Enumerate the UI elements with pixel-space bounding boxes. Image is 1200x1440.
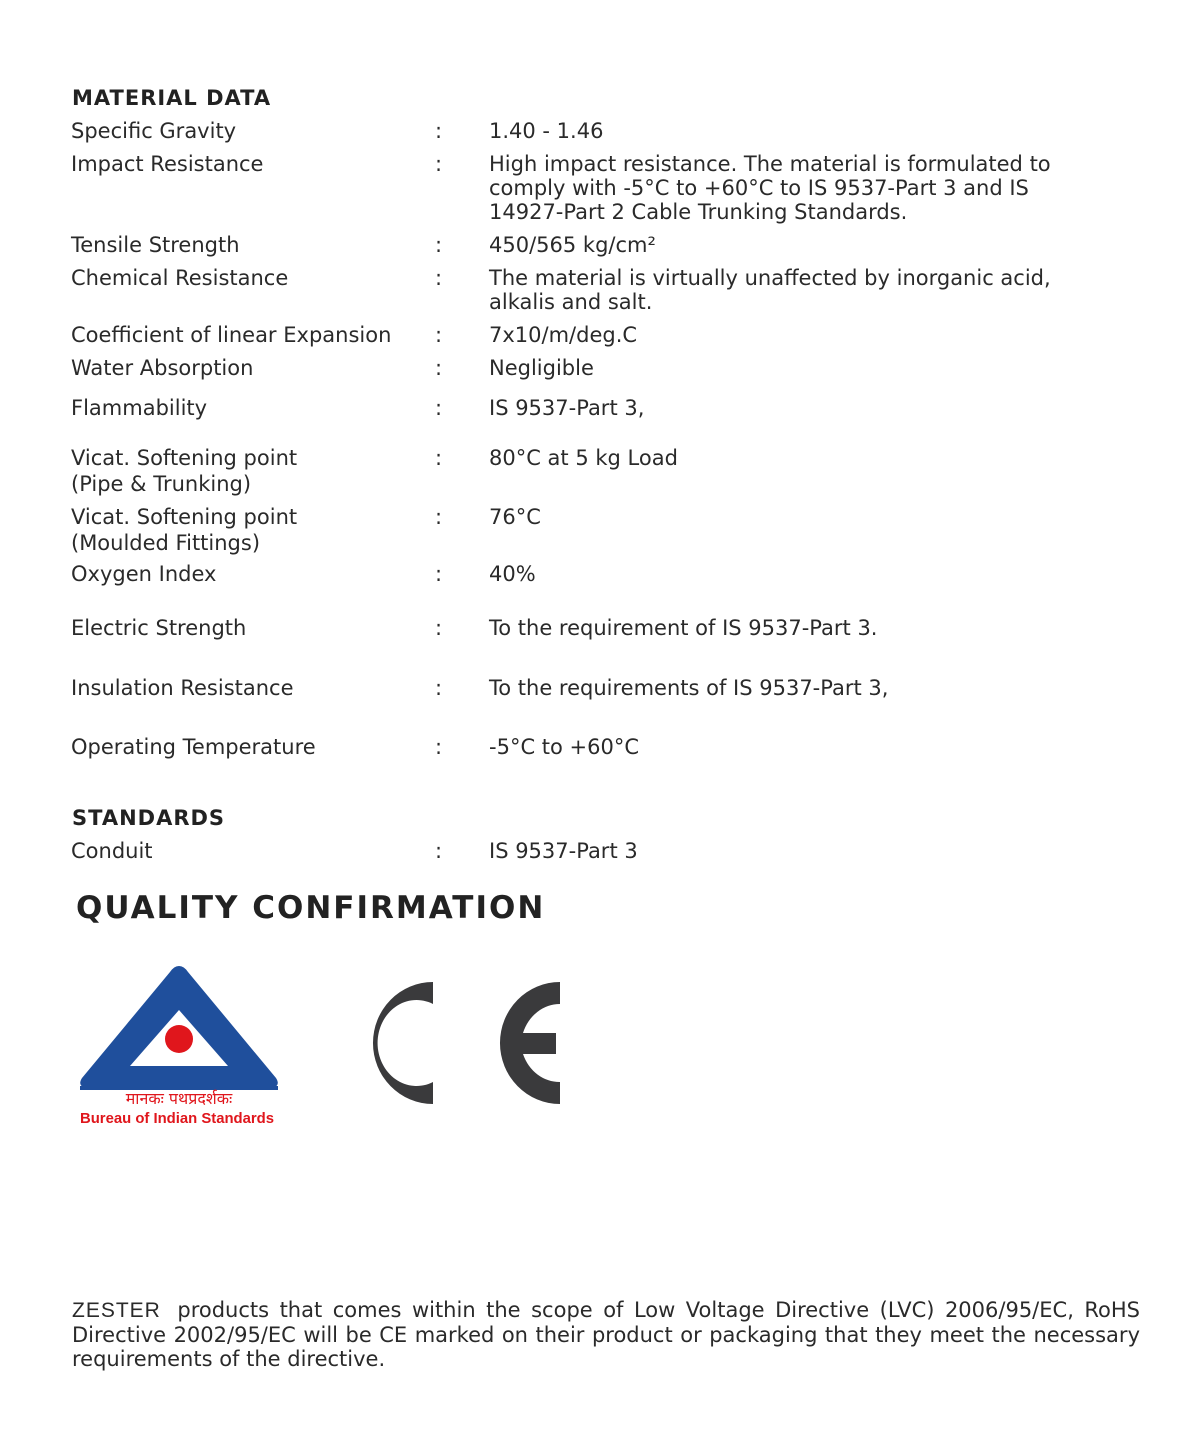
- property-label: [71, 676, 421, 700]
- property-colon: :: [435, 616, 443, 640]
- property-colon: :: [435, 119, 443, 143]
- property-colon: :: [435, 562, 443, 586]
- property-label-line: Conduit: [71, 839, 153, 863]
- property-value: IS 9537-Part 3,: [489, 396, 645, 420]
- property-label: [71, 446, 421, 496]
- property-label: [71, 562, 421, 586]
- property-label: [71, 323, 421, 347]
- footer-text: products that comes within the scope of Low Voltage Directive (LVC) 2006/95/EC, RoHS Directive 2002/95/EC will be CE marked on their product or packaging that they meet the necessary requirements of the directive.: [72, 1298, 1140, 1371]
- property-colon: :: [435, 735, 443, 759]
- property-label-line: Vicat. Softening point: [71, 505, 298, 529]
- property-value: 80°C at 5 kg Load: [489, 446, 678, 470]
- property-colon: :: [435, 356, 443, 380]
- property-label-line: Impact Resistance: [71, 152, 264, 176]
- property-label-line: Chemical Resistance: [71, 266, 289, 290]
- bis-triangle-icon: [76, 962, 282, 1128]
- property-label-line: Coefficient of linear Expansion: [71, 323, 392, 347]
- property-label: [71, 616, 421, 640]
- bis-logo: [76, 962, 282, 1128]
- footer-brand: ZESTER: [72, 1299, 161, 1322]
- property-label-line: Flammability: [71, 396, 208, 420]
- property-label: [71, 233, 421, 257]
- ce-mark-icon: [348, 978, 564, 1108]
- property-label-line: (Pipe & Trunking): [71, 472, 252, 496]
- property-colon: :: [435, 323, 443, 347]
- property-label-line: Specific Gravity: [71, 119, 237, 143]
- property-value: IS 9537-Part 3: [489, 839, 638, 863]
- property-label: [71, 839, 421, 863]
- bis-caption: Bureau of Indian Standards: [80, 1110, 274, 1127]
- property-label: [71, 396, 421, 420]
- property-value: -5°C to +60°C: [489, 735, 640, 759]
- property-value: To the requirement of IS 9537-Part 3.: [489, 616, 878, 640]
- footer-note: [72, 1298, 1140, 1371]
- property-value: 76°C: [489, 505, 541, 529]
- property-label-line: Oxygen Index: [71, 562, 217, 586]
- property-label-line: Water Absorption: [71, 356, 254, 380]
- property-label-line: Electric Strength: [71, 616, 247, 640]
- property-label: [71, 119, 421, 143]
- property-label: [71, 356, 421, 380]
- property-label: [71, 152, 421, 176]
- property-colon: :: [435, 396, 443, 420]
- bis-hindi-text: मानकः पथप्रदर्शकः: [125, 1089, 233, 1108]
- property-colon: :: [435, 152, 443, 176]
- property-label: [71, 266, 421, 290]
- material-data-heading: MATERIAL DATA: [72, 86, 272, 110]
- property-label-line: Insulation Resistance: [71, 676, 294, 700]
- standards-heading: STANDARDS: [72, 806, 226, 830]
- property-colon: :: [435, 446, 443, 470]
- property-label-line: (Moulded Fittings): [71, 531, 261, 555]
- property-value: High impact resistance. The material is formulated to comply with -5°C to +60°C to IS 9537-Part 3 and IS 14927-Part 2 Cable Trunking Standards.: [489, 152, 1051, 224]
- property-label: [71, 505, 421, 555]
- property-value: 1.40 - 1.46: [489, 119, 604, 143]
- property-label-line: Tensile Strength: [71, 233, 240, 257]
- property-label: [71, 735, 421, 759]
- property-label-line: Vicat. Softening point: [71, 446, 298, 470]
- property-value: 7x10/m/deg.C: [489, 323, 638, 347]
- property-colon: :: [435, 266, 443, 290]
- property-colon: :: [435, 676, 443, 700]
- property-colon: :: [435, 505, 443, 529]
- property-colon: :: [435, 233, 443, 257]
- property-label-line: Operating Temperature: [71, 735, 316, 759]
- property-value: Negligible: [489, 356, 594, 380]
- property-value: The material is virtually unaffected by inorganic acid, alkalis and salt.: [489, 266, 1051, 314]
- quality-confirmation-heading: QUALITY CONFIRMATION: [76, 890, 546, 926]
- property-value: To the requirements of IS 9537-Part 3,: [489, 676, 889, 700]
- property-value: 40%: [489, 562, 536, 586]
- property-colon: :: [435, 839, 443, 863]
- property-value: 450/565 kg/cm²: [489, 233, 656, 257]
- ce-mark-logo: [348, 978, 564, 1108]
